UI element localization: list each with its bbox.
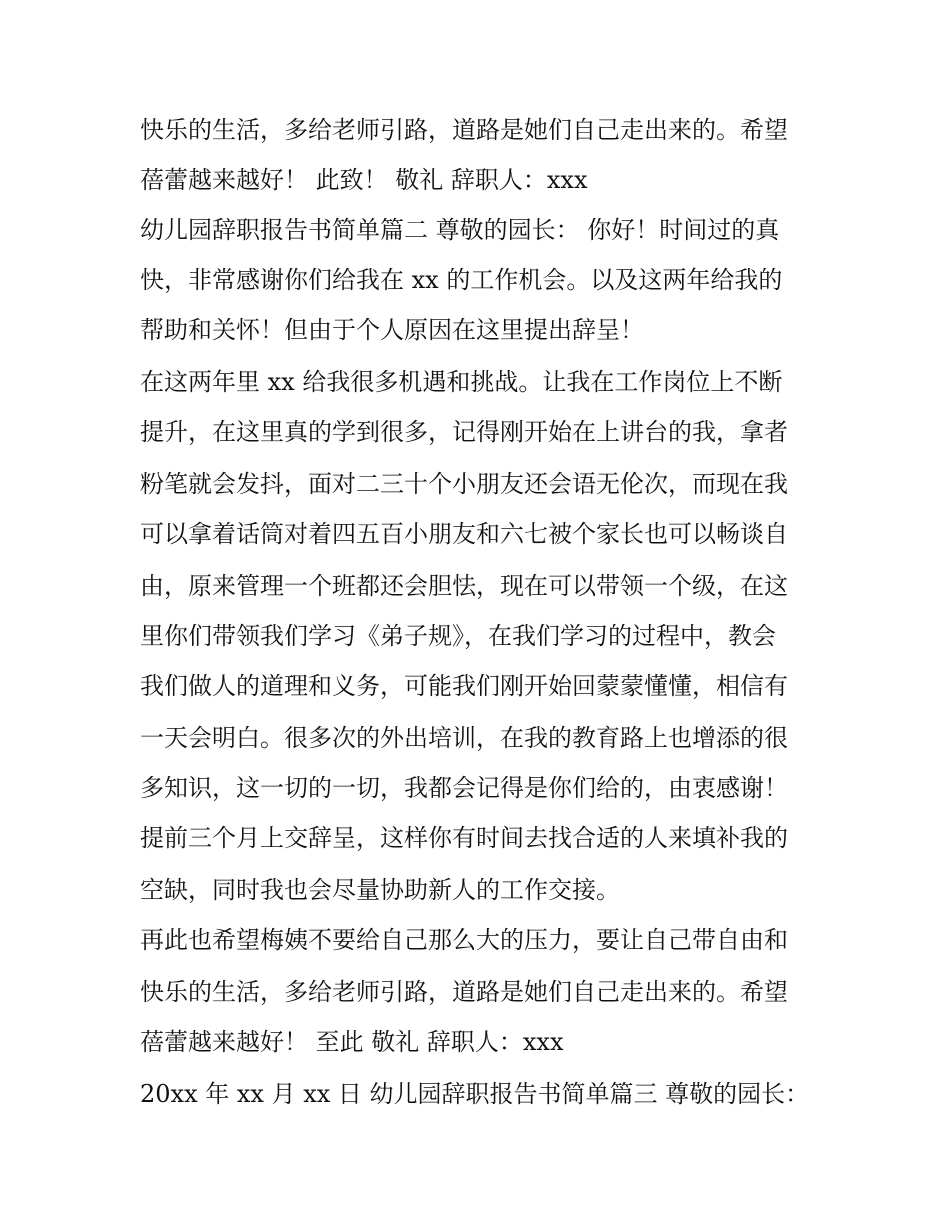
text-line: 快乐的生活，多给老师引路，道路是她们自己走出来的。希望 <box>140 116 788 144</box>
text-line: 20xx 年 xx 月 xx 日 幼儿园辞职报告书简单篇三 尊敬的园长： <box>140 1080 810 1108</box>
text-line: 提前三个月上交辞呈，这样你有时间去找合适的人来填补我的 <box>140 824 788 852</box>
text-line: 蓓蕾越来越好！ 此致！ 敬礼 辞职人：xxx <box>140 166 588 194</box>
text-line: 提升，在这里真的学到很多，记得刚开始在上讲台的我，拿者 <box>140 418 788 446</box>
text-line: 里你们带领我们学习《弟子规》，在我们学习的过程中，教会 <box>140 622 776 650</box>
text-line: 我们做人的道理和义务，可能我们刚开始回蒙蒙懂懂，相信有 <box>140 672 788 700</box>
text-line: 空缺，同时我也会尽量协助新人的工作交接。 <box>140 876 620 904</box>
text-line: 由，原来管理一个班都还会胆怯，现在可以带领一个级，在这 <box>140 572 788 600</box>
text-line: 多知识，这一切的一切，我都会记得是你们给的，由衷感谢！ <box>140 774 788 802</box>
text-line: 蓓蕾越来越好！ 至此 敬礼 辞职人：xxx <box>140 1028 564 1056</box>
text-line: 一天会明白。很多次的外出培训，在我的教育路上也增添的很 <box>140 724 788 752</box>
text-line: 幼儿园辞职报告书简单篇二 尊敬的园长： 你好！时间过的真 <box>140 216 780 244</box>
text-line: 快，非常感谢你们给我在 xx 的工作机会。以及这两年给我的 <box>140 266 783 294</box>
text-line: 可以拿着话筒对着四五百小朋友和六七被个家长也可以畅谈自 <box>140 520 788 548</box>
text-line: 粉笔就会发抖，面对二三十个小朋友还会语无伦次，而现在我 <box>140 470 788 498</box>
text-line: 在这两年里 xx 给我很多机遇和挑战。让我在工作岗位上不断 <box>140 368 783 396</box>
text-line: 帮助和关怀！但由于个人原因在这里提出辞呈！ <box>140 316 644 344</box>
text-line: 快乐的生活，多给老师引路，道路是她们自己走出来的。希望 <box>140 978 788 1006</box>
text-line: 再此也希望梅姨不要给自己那么大的压力，要让自己带自由和 <box>140 926 788 954</box>
